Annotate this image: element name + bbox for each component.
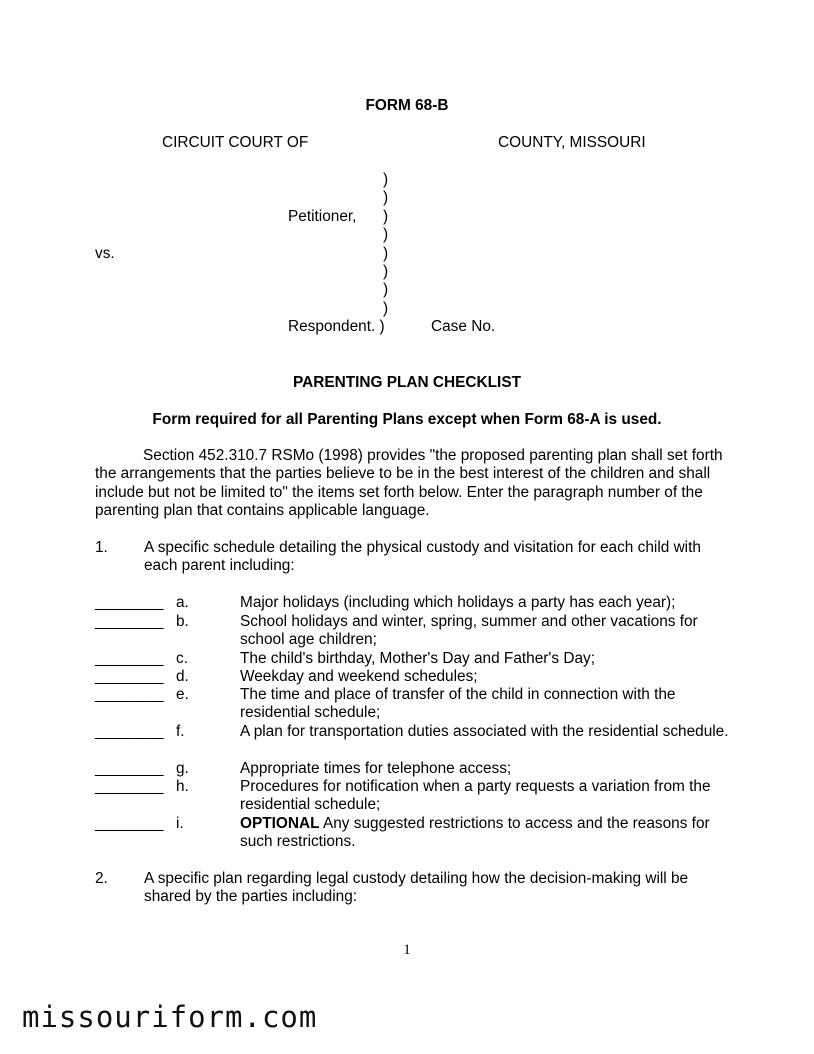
section-2-number: 2. [95,870,108,887]
caption-paren: ) [383,281,389,298]
respondent-label: Respondent. ) [288,318,385,335]
item-letter: c. [176,650,188,667]
vs-label: vs. [95,245,115,262]
item-letter: e. [176,686,189,703]
site-watermark: missouriform.com [22,1000,318,1034]
item-letter: a. [176,594,189,611]
paragraph-blank-line[interactable]: ________ [95,594,164,611]
court-county-right: COUNTY, MISSOURI [498,134,646,151]
item-letter: b. [176,613,189,630]
intro-paragraph: Section 452.310.7 RSMo (1998) provides "the proposed parenting plan shall set forth the arrangements that the parties believe to be in the best interest of the children and shall include but not be limited to" the items set forth below. Enter the paragraph number of the parenting plan that contains applicable language. [95,447,723,520]
paragraph-blank-line[interactable]: ________ [95,650,164,667]
paragraph-blank-line[interactable]: ________ [95,778,164,795]
item-letter: g. [176,760,189,777]
document-subtitle: Form required for all Parenting Plans except when Form 68-A is used. [152,411,662,428]
court-name-left: CIRCUIT COURT OF [162,134,309,151]
paragraph-blank-line[interactable]: ________ [95,668,164,685]
item-text: The child's birthday, Mother's Day and Father's Day; [240,650,595,667]
paragraph-blank-line[interactable]: ________ [95,686,164,703]
section-2-text: A specific plan regarding legal custody detailing how the decision-making will be shared by the parties including: [144,870,689,906]
paragraph-blank-line[interactable]: ________ [95,760,164,777]
case-number-label: Case No. [431,318,496,335]
item-letter: f. [176,723,185,740]
item-text: Weekday and weekend schedules; [240,668,478,685]
item-text: Appropriate times for telephone access; [240,760,512,777]
item-text: School holidays and winter, spring, summer and other vacations for school age children; [240,613,698,649]
caption-paren: ) [383,208,389,225]
optional-label: OPTIONAL [240,815,320,832]
caption-paren: ) [383,226,389,243]
item-text: A plan for transportation duties associated with the residential schedule. [240,723,729,740]
paragraph-blank-line[interactable]: ________ [95,815,164,832]
item-letter: d. [176,668,189,685]
caption-paren: ) [383,263,389,280]
form-number: FORM 68-B [365,97,449,114]
paragraph-blank-line[interactable]: ________ [95,613,164,630]
item-text: Major holidays (including which holidays a party has each year); [240,594,676,611]
item-text [240,815,730,852]
paragraph-blank-line[interactable]: ________ [95,723,164,740]
item-text-body: Any suggested restrictions to access and the reasons for such restrictions. [240,815,710,851]
item-text: Procedures for notification when a party requests a variation from the residential schedule; [240,778,711,814]
caption-paren: ) [383,300,389,317]
page-number: 1 [403,942,411,958]
section-1-number: 1. [95,539,108,556]
item-letter: i. [176,815,184,832]
caption-paren: ) [383,171,389,188]
item-letter: h. [176,778,189,795]
section-1-text: A specific schedule detailing the physical custody and visitation for each child with each parent including: [144,539,701,575]
petitioner-label: Petitioner, [288,208,357,225]
caption-paren: ) [383,245,389,262]
document-title: PARENTING PLAN CHECKLIST [292,374,521,391]
caption-paren: ) [383,189,389,206]
item-text: The time and place of transfer of the child in connection with the residential schedule; [240,686,676,722]
